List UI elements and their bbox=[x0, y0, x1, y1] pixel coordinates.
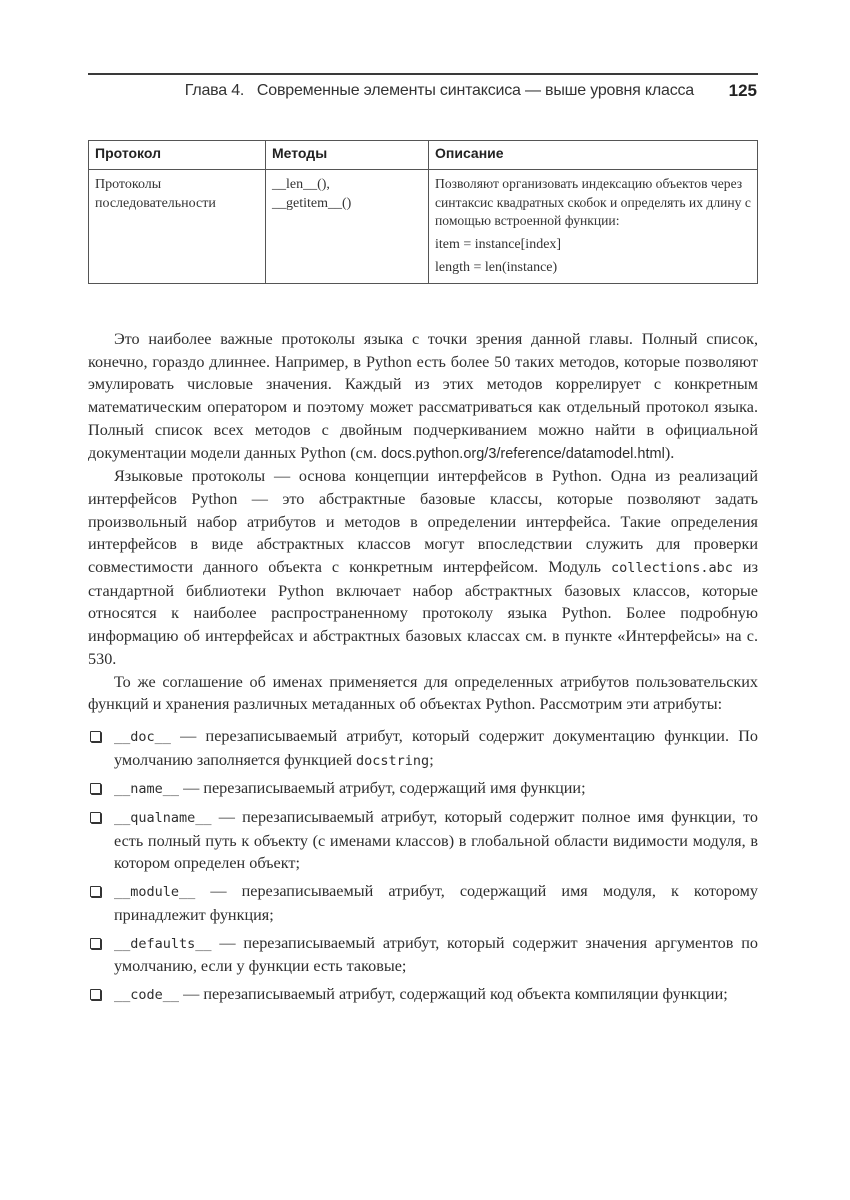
description-text: Позволяют организовать индексацию объектов через синтаксис квадратных скобок и определять их длину с помощью встроенной функции: bbox=[435, 176, 751, 228]
running-header bbox=[88, 80, 758, 104]
paragraph-2 bbox=[88, 465, 758, 670]
page-number: 125 bbox=[728, 81, 757, 100]
attribute-name: __doc__ bbox=[114, 728, 171, 745]
checkbox-bullet-icon bbox=[90, 812, 101, 823]
method-name: __getitem__() bbox=[272, 196, 352, 211]
list-item bbox=[88, 983, 758, 1007]
list-item bbox=[88, 777, 758, 801]
attribute-name: __module__ bbox=[114, 884, 196, 901]
column-header-protocol: Протокол bbox=[89, 141, 266, 170]
checkbox-bullet-icon bbox=[90, 989, 101, 1000]
table-header-row bbox=[89, 141, 758, 170]
paragraph-1-text: Это наиболее важные протоколы языка с точки зрения данной главы. Полный список, конечно, гораздо длиннее. Например, в Python есть более 50 таких методов, которые позволяют эмулировать числовые значения. Каждый из этих методов коррелирует с конкретным математическим оператором и поэтому может рассматриваться как отдельный протокол языка. Полный список всех методов с двойным подчеркиванием можно найти в официальной документации модели данных Python (см. bbox=[88, 330, 758, 462]
checkbox-bullet-icon bbox=[90, 886, 101, 897]
column-header-methods: Методы bbox=[266, 141, 429, 170]
methods-cell bbox=[266, 170, 429, 284]
body-text bbox=[88, 328, 758, 1012]
paragraph-2-text: Языковые протоколы — основа концепции интерфейсов в Python. Одна из реализаций интерфейсов Python — это абстрактные базовые классы, которые позволяют задать произвольный набор атрибутов и методов в определении интерфейса. Такие определения интерфейсов в виде абстрактных классов могут впоследствии служить для проверки совместимости данного объекта с конкретным интерфейсом. Модуль bbox=[88, 467, 758, 577]
protocol-cell bbox=[89, 170, 266, 284]
example-code: item = instance[index] bbox=[435, 236, 562, 252]
attribute-name: __name__ bbox=[114, 781, 180, 798]
attribute-description: — перезаписываемый атрибут, который содержит полное имя функции, то есть полный путь к объекту (с именами классов) в глобальной области видимости модуля, в котором определен объект; bbox=[114, 808, 758, 873]
checkbox-bullet-icon bbox=[90, 731, 101, 742]
protocols-table bbox=[88, 140, 758, 284]
description-cell bbox=[429, 170, 758, 284]
attribute-name: __qualname__ bbox=[114, 810, 212, 827]
list-item bbox=[88, 725, 758, 772]
column-header-description: Описание bbox=[429, 141, 758, 170]
checkbox-bullet-icon bbox=[90, 938, 101, 949]
list-item bbox=[88, 806, 758, 875]
attribute-name: __defaults__ bbox=[114, 935, 212, 952]
attribute-description-end: ; bbox=[429, 750, 434, 769]
header-rule bbox=[88, 73, 758, 75]
attribute-description: — перезаписываемый атрибут, который содержит документацию функции. По умолчанию заполняется функцией bbox=[114, 726, 758, 769]
attributes-list bbox=[88, 725, 758, 1007]
paragraph-1-end: ). bbox=[664, 443, 675, 462]
attribute-description: — перезаписываемый атрибут, который содержит значения аргументов по умолчанию, если у функции есть таковые; bbox=[114, 933, 758, 976]
checkbox-bullet-icon bbox=[90, 783, 101, 794]
chapter-title: Глава 4. Современные элементы синтаксиса — выше уровня класса bbox=[184, 82, 694, 99]
attribute-description: — перезаписываемый атрибут, содержащий имя модуля, к которому принадлежит функция; bbox=[114, 882, 758, 924]
list-item bbox=[88, 932, 758, 978]
inline-code: collections.abc bbox=[610, 560, 733, 577]
paragraph-1 bbox=[88, 328, 758, 465]
inline-code: docstring bbox=[356, 752, 430, 769]
attribute-description: — перезаписываемый атрибут, содержащий код объекта компиляции функции; bbox=[179, 984, 728, 1003]
attribute-description: — перезаписываемый атрибут, содержащий имя функции; bbox=[179, 779, 586, 798]
list-item bbox=[88, 880, 758, 926]
datamodel-docs-link[interactable]: docs.python.org/3/reference/datamodel.html bbox=[381, 445, 665, 462]
method-name: __len__(), bbox=[272, 177, 330, 192]
attribute-name: __code__ bbox=[114, 986, 180, 1003]
table-row bbox=[89, 170, 758, 284]
protocol-name: Протоколы последовательности bbox=[95, 177, 216, 211]
paragraph-3: То же соглашение об именах применяется для определенных атрибутов пользовательских функций и хранения различных метаданных об объектах Python. Рассмотрим эти атрибуты: bbox=[88, 672, 758, 714]
example-code: length = len(instance) bbox=[435, 259, 558, 275]
paragraph-2-end: из стандартной библиотеки Python включает набор абстрактных базовых классов, которые относятся к наиболее распространенному протоколу языка Python. Более подробную информацию об интерфейсах и абстрактных базовых классах см. в пункте «Интерфейсы» на с. 530. bbox=[88, 558, 758, 668]
